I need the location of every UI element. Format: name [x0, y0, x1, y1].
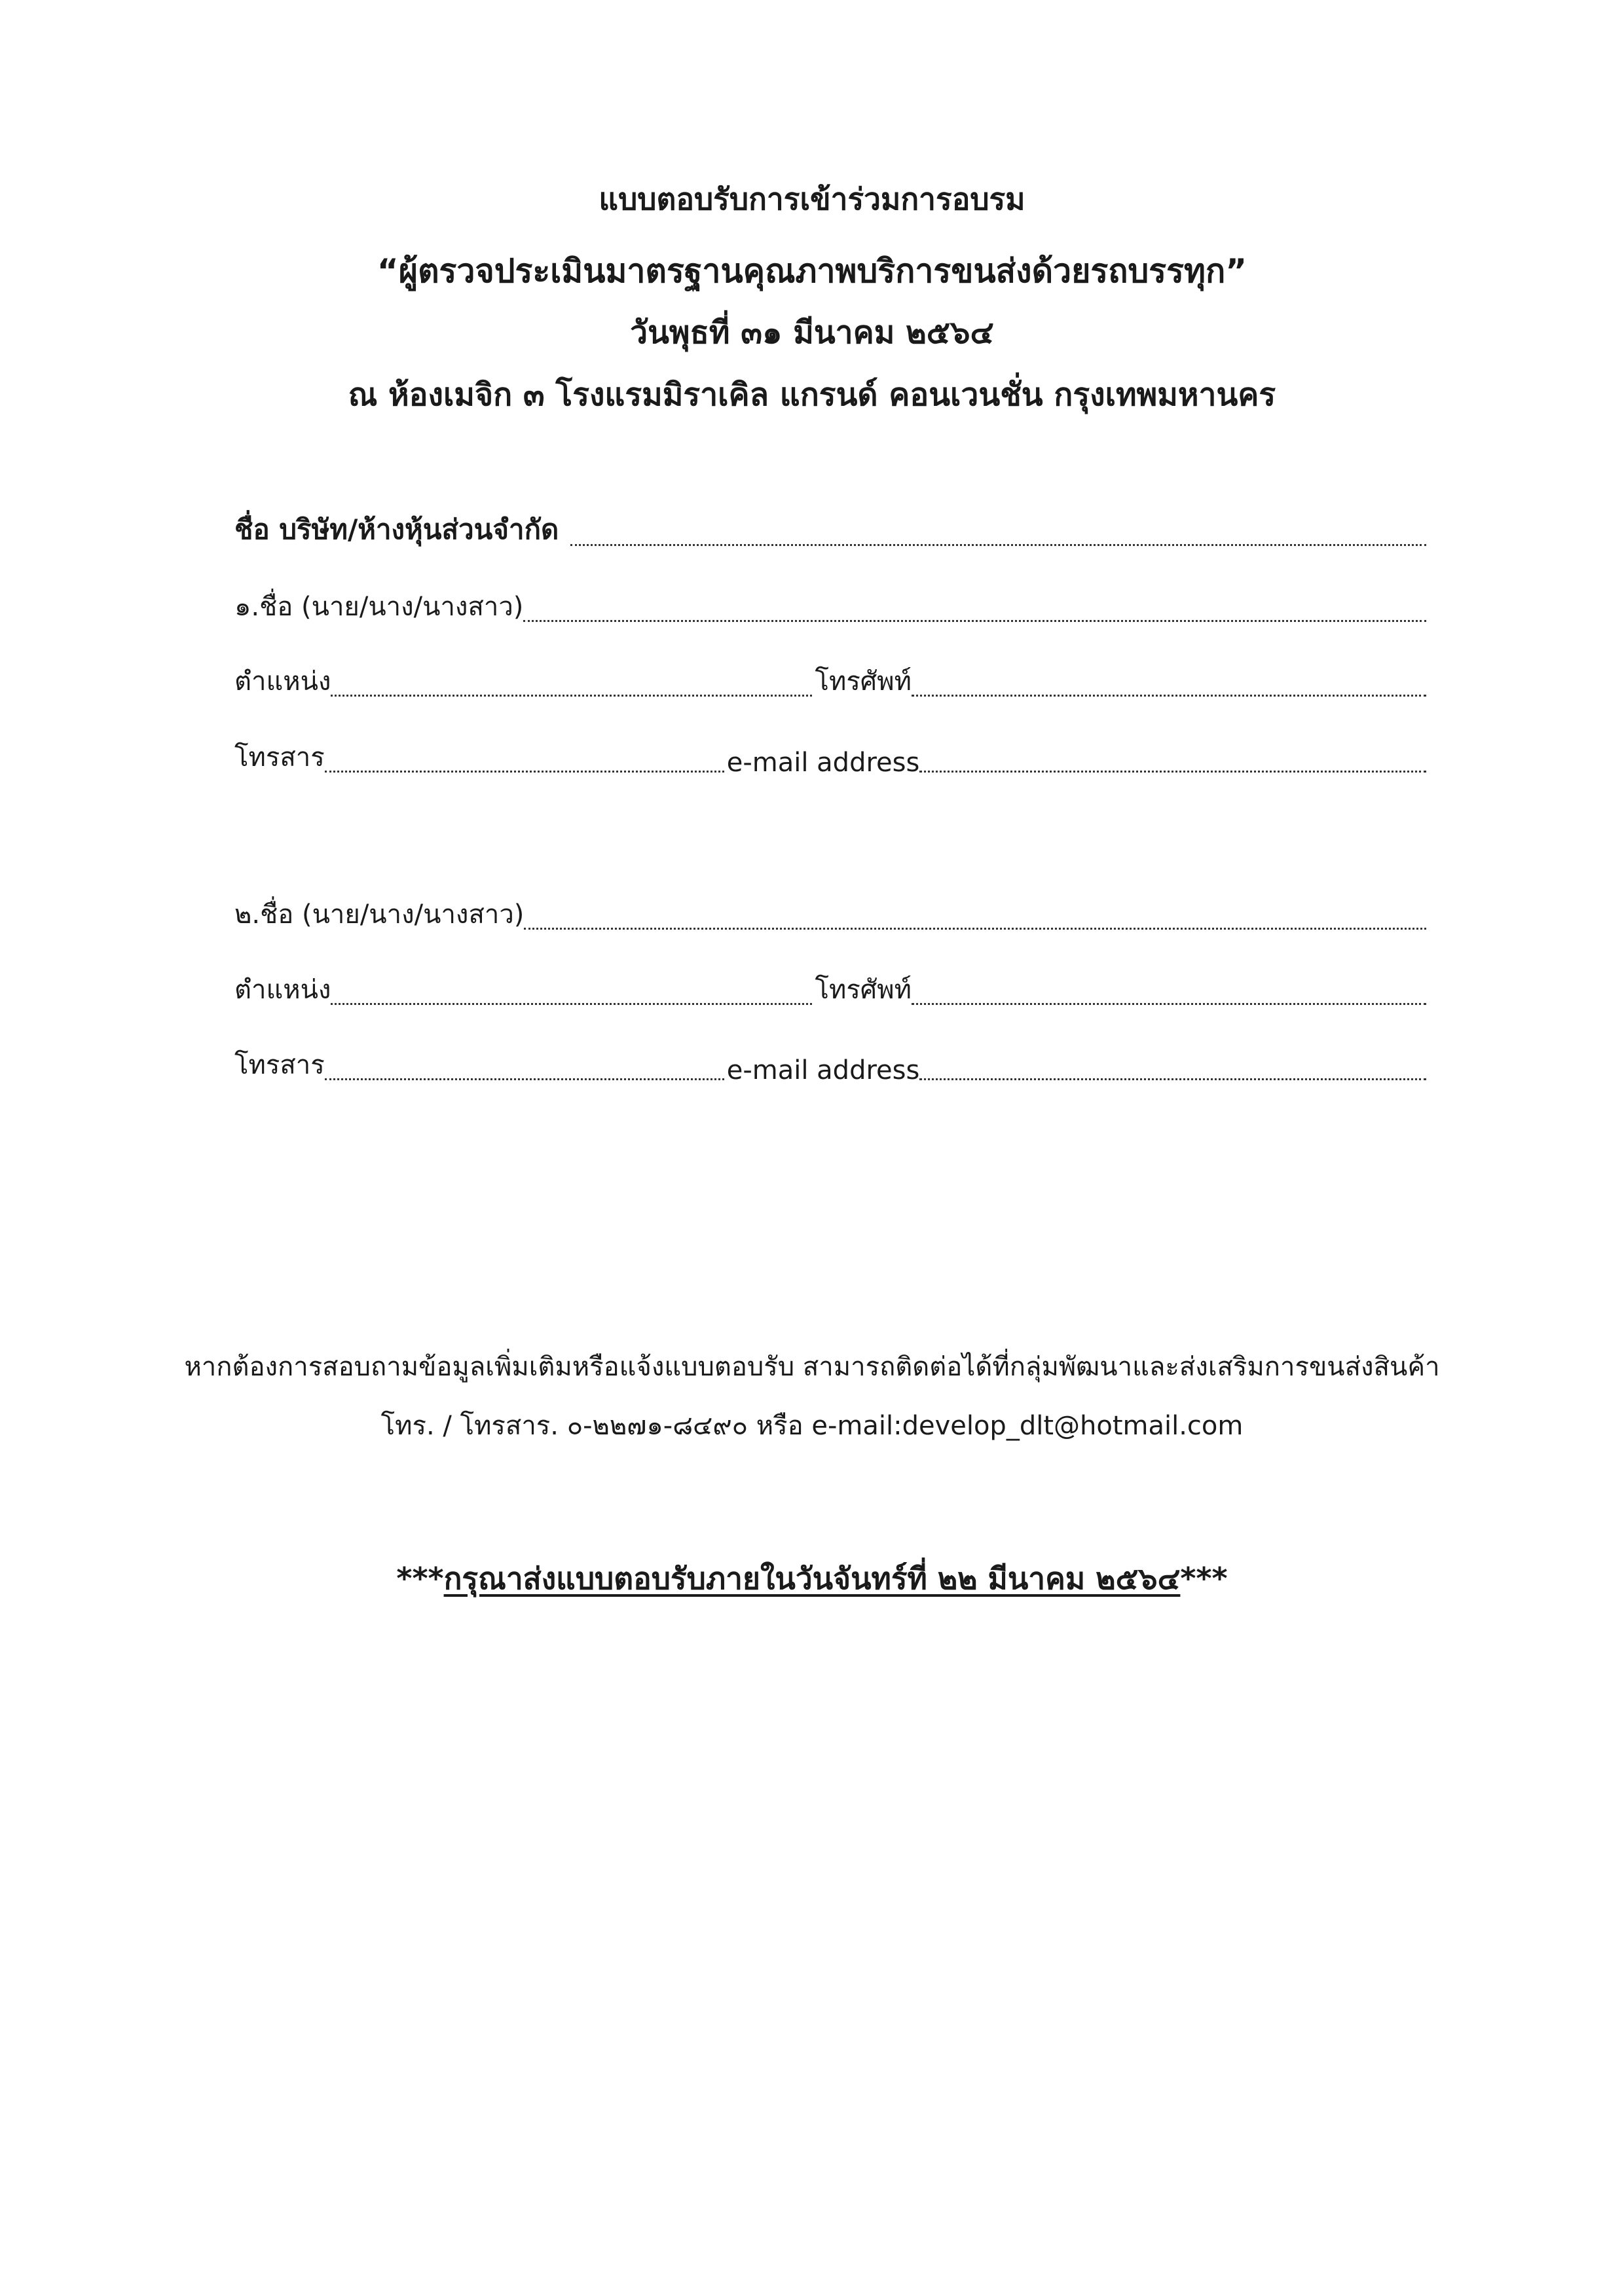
- company-name-field[interactable]: [234, 512, 1426, 551]
- person1-fax-line[interactable]: [325, 771, 724, 773]
- deadline-text: กรุณาส่งแบบตอบรับภายในวันจันทร์ที่ ๒๒ มีนาคม ๒๕๖๔: [443, 1561, 1181, 1596]
- deadline-prefix: ***: [396, 1561, 444, 1596]
- event-venue: ณ ห้องเมจิก ๓ โรงแรมมิราเคิล แกรนด์ คอนเวนชั่น กรุงเทพมหานคร: [348, 376, 1276, 413]
- person1-phone-label: โทรศัพท์: [815, 666, 912, 697]
- person2-name-label: ๒.ชื่อ (นาย/นาง/นางสาว): [234, 900, 525, 930]
- person1-name-field[interactable]: [234, 588, 1426, 627]
- person2-phone-label: โทรศัพท์: [815, 975, 912, 1005]
- person2-position-label: ตำแหน่ง: [234, 975, 331, 1005]
- person2-position-line[interactable]: [331, 1003, 812, 1005]
- person1-name-label: ๑.ชื่อ (นาย/นาง/นางสาว): [234, 592, 524, 622]
- person1-position-label: ตำแหน่ง: [234, 666, 331, 697]
- person1-phone-line[interactable]: [912, 695, 1426, 697]
- person1-email-line[interactable]: [919, 771, 1426, 773]
- company-name-line[interactable]: [570, 544, 1426, 546]
- person1-position-phone-row: [234, 663, 1426, 702]
- person1-email-label: e-mail address: [726, 748, 920, 778]
- person2-email-line[interactable]: [919, 1078, 1426, 1080]
- course-title: “ผู้ตรวจประเมินมาตรฐานคุณภาพบริการขนส่งด้วยรถบรรทุก”: [377, 252, 1247, 290]
- person1-position-line[interactable]: [331, 695, 812, 697]
- person1-fax-label: โทรสาร: [234, 742, 325, 773]
- contact-info-line-2: โทร. / โทรสาร. ๐-๒๒๗๑-๘๔๙๐ หรือ e-mail:develop_dlt@hotmail.com: [380, 1411, 1244, 1441]
- person2-fax-label: โทรสาร: [234, 1050, 325, 1080]
- person2-fax-line[interactable]: [325, 1078, 724, 1080]
- company-name-label: ชื่อ บริษัท/ห้างหุ้นส่วนจำกัด: [234, 513, 559, 545]
- person2-fax-email-row: [234, 1046, 1426, 1085]
- person2-email-label: e-mail address: [726, 1055, 920, 1085]
- person2-phone-line[interactable]: [912, 1003, 1426, 1005]
- form-title: แบบตอบรับการเข้าร่วมการอบรม: [599, 181, 1025, 217]
- person1-fax-email-row: [234, 738, 1426, 778]
- event-date: วันพุธที่ ๓๑ มีนาคม ๒๕๖๔: [630, 314, 994, 351]
- person2-name-field[interactable]: [234, 896, 1426, 935]
- contact-info-line-1: หากต้องการสอบถามข้อมูลเพิ่มเติมหรือแจ้งแบบตอบรับ สามารถติดต่อได้ที่กลุ่มพัฒนาและส่งเสริมการขนส่งสินค้า: [184, 1352, 1440, 1382]
- deadline-suffix: ***: [1180, 1561, 1228, 1596]
- person2-position-phone-row: [234, 971, 1426, 1010]
- person1-name-line[interactable]: [523, 620, 1426, 622]
- submission-deadline: [0, 1555, 1624, 1603]
- person2-name-line[interactable]: [524, 928, 1426, 930]
